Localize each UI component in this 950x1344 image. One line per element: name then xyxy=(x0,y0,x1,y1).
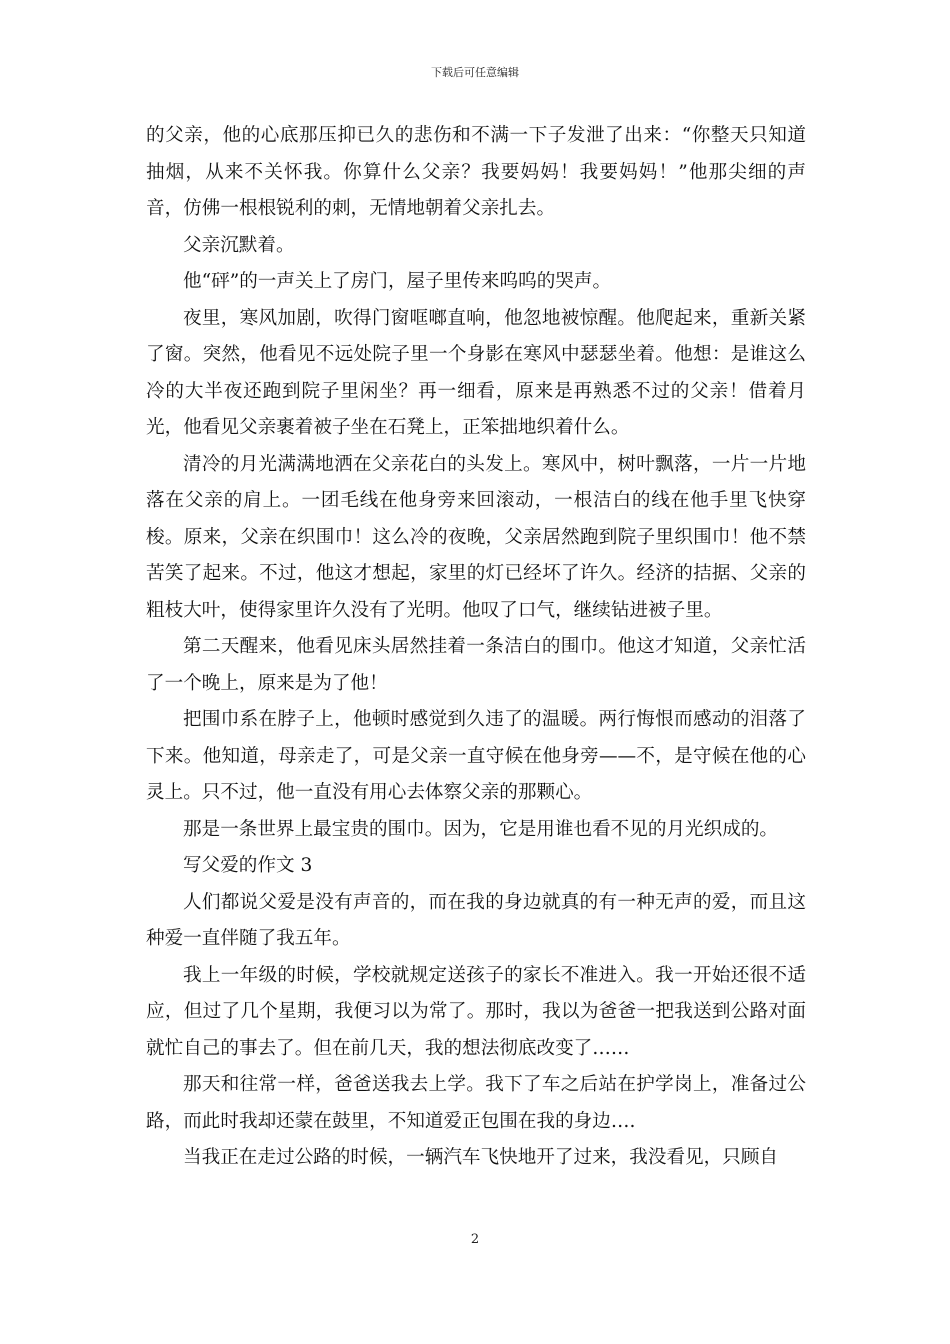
page-number: 2 xyxy=(470,1232,480,1247)
paragraph: 当我正在走过公路的时候，一辆汽车飞快地开了过来，我没看见，只顾自 xyxy=(183,1147,779,1168)
paragraph: 第二天醒来，他看见床头居然挂着一条洁白的围巾。他这才知道，父亲忙活了一个晚上，原来是为了他！ xyxy=(146,636,806,694)
paragraph: 清冷的月光满满地洒在父亲花白的头发上。寒风中，树叶飘落，一片一片地落在父亲的肩上。一团毛线在他身旁来回滚动，一根洁白的线在他手里飞快穿梭。原来，父亲在织围巾！这么冷的夜晚，父亲居然跑到院子里织围巾！他不禁苦笑了起来。不过，他这才想起，家里的灯已经坏了许久。经济的拮据、父亲的粗枝大叶，使得家里许久没有了光明。他叹了口气，继续钻进被子里。 xyxy=(146,453,806,621)
paragraph: 夜里，寒风加剧，吹得门窗哐啷直响，他忽地被惊醒。他爬起来，重新关紧了窗。突然，他看见不远处院子里一个身影在寒风中瑟瑟坐着。他想：是谁这么冷的大半夜还跑到院子里闲坐？再一细看，原来是再熟悉不过的父亲！借着月光，他看见父亲裹着被子坐在石凳上，正笨拙地织着什么。 xyxy=(146,307,806,438)
paragraph: 他“砰”的一声关上了房门，屋子里传来呜呜的哭声。 xyxy=(183,271,612,292)
document-body xyxy=(146,118,806,1177)
paragraph: 父亲沉默着。 xyxy=(183,234,295,256)
paragraph: 那天和往常一样，爸爸送我去上学。我下了车之后站在护学岗上，准备过公路，而此时我却还蒙在鼓里，不知道爱正包围在我的身边…. xyxy=(146,1074,806,1132)
paragraph: 那是一条世界上最宝贵的围巾。因为，它是用谁也看不见的月光织成的。 xyxy=(183,818,779,840)
paragraph: 我上一年级的时候，学校就规定送孩子的家长不准进入。我一开始还很不适应，但过了几个星期，我便习以为常了。那时，我以为爸爸一把我送到公路对面就忙自己的事去了。但在前几天，我的想法彻底改变了…… xyxy=(146,964,806,1059)
paragraph: 把围巾系在脖子上，他顿时感觉到久违了的温暖。两行悔恨而感动的泪落了下来。他知道，母亲走了，可是父亲一直守候在他身旁——不，是守候在他的心灵上。只不过，他一直没有用心去体察父亲的那颗心。 xyxy=(146,709,806,803)
section-heading: 写父爱的作文 3 xyxy=(183,855,313,876)
paragraph: 的父亲，他的心底那压抑已久的悲伤和不满一下子发泄了出来：“你整天只知道抽烟，从来不关怀我。你算什么父亲？我要妈妈！我要妈妈！”他那尖细的声音，仿佛一根根锐利的刺，无情地朝着父亲扎去。 xyxy=(146,125,806,219)
page-header: 下载后可任意编辑 xyxy=(431,66,519,79)
paragraph: 人们都说父爱是没有声音的，而在我的身边就真的有一种无声的爱，而且这种爱一直伴随了我五年。 xyxy=(146,891,806,949)
